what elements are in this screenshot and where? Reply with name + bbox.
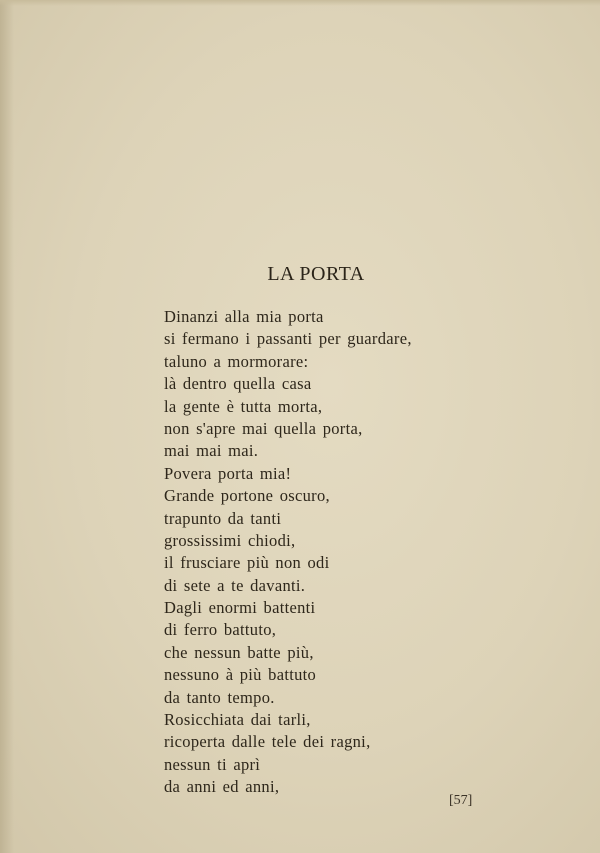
poem-line: grossissimi chiodi, xyxy=(164,530,296,550)
page-spine-shadow xyxy=(0,0,14,853)
poem-line: Grande portone oscuro, xyxy=(164,486,330,506)
page-number: [57] xyxy=(449,793,473,808)
poem-line: mai mai mai. xyxy=(164,441,259,461)
poem-line: la gente è tutta morta, xyxy=(164,396,323,416)
poem-line: Povera porta mia! xyxy=(164,463,292,483)
poem-line: si fermano i passanti per guardare, xyxy=(164,329,412,349)
poem-line: nessun ti aprì xyxy=(164,754,261,774)
poem-line: nessuno à più battuto xyxy=(164,665,317,685)
poem-line: Rosicchiata dai tarli, xyxy=(164,710,311,730)
poem-line: che nessun batte più, xyxy=(164,642,314,662)
poem-line: di sete a te davanti. xyxy=(164,575,306,595)
poem-line: ricoperta dalle tele dei ragni, xyxy=(164,732,371,752)
poem-line: non s'apre mai quella porta, xyxy=(164,418,363,438)
poem-line: da tanto tempo. xyxy=(164,687,275,707)
poem-line: là dentro quella casa xyxy=(164,374,312,394)
poem-line: Dinanzi alla mia porta xyxy=(164,307,324,326)
poem-line: trapunto da tanti xyxy=(164,508,282,528)
poem-title: LA PORTA xyxy=(267,263,365,285)
poem-line: il frusciare più non odi xyxy=(164,553,330,573)
poem-body xyxy=(164,306,412,799)
poem-line: Dagli enormi battenti xyxy=(164,598,316,618)
page-top-edge xyxy=(0,0,600,6)
poem-line: di ferro battuto, xyxy=(164,620,277,640)
poem-line: taluno a mormorare: xyxy=(164,351,309,371)
poem-line: da anni ed anni, xyxy=(164,777,280,797)
